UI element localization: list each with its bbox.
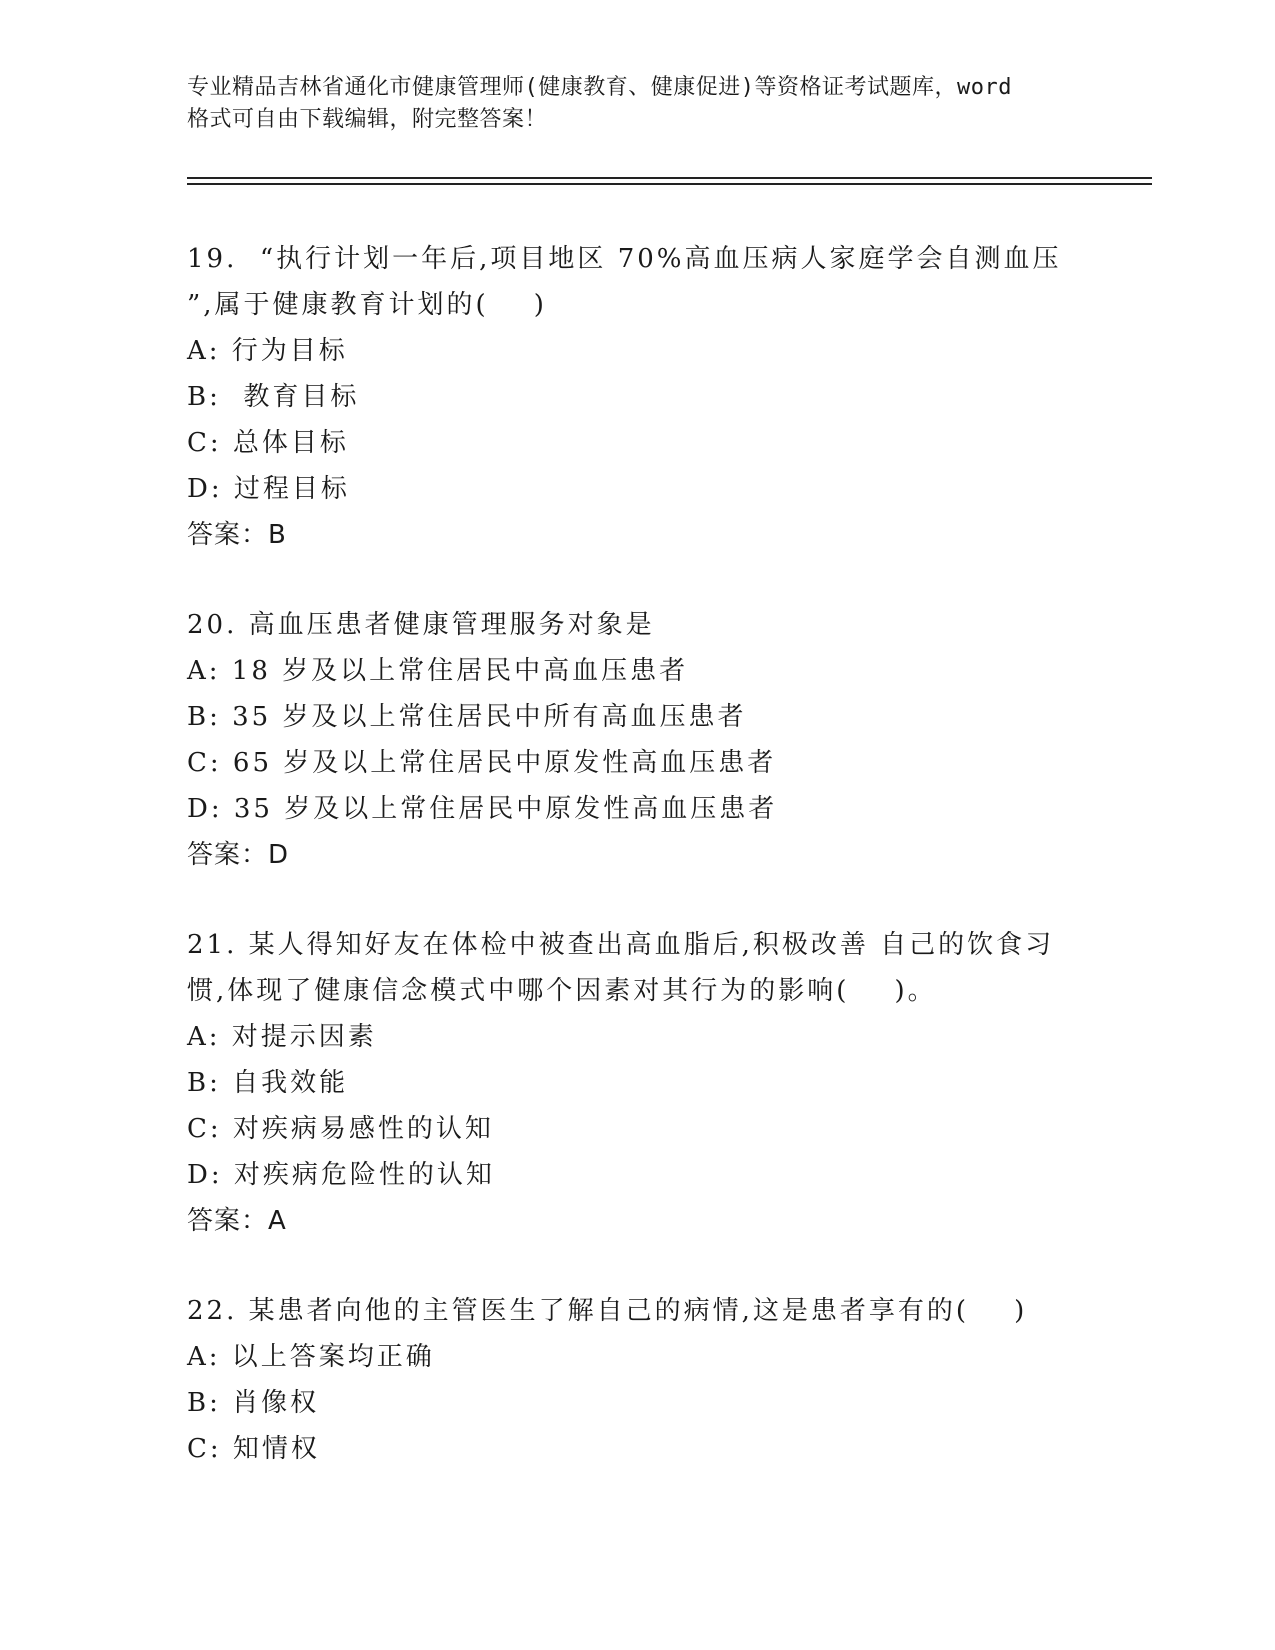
- option-c: C: 65 岁及以上常住居民中原发性高血压患者: [187, 748, 777, 778]
- option-a: A: 以上答案均正确: [187, 1342, 435, 1372]
- question-22: [187, 1288, 1147, 1472]
- option-c: C: 对疾病易感性的认知: [187, 1114, 494, 1144]
- question-19: [187, 236, 1147, 558]
- question-20: [187, 602, 1147, 878]
- document-header: [187, 72, 1087, 136]
- question-stem: ”,属于健康教育计划的( ): [187, 290, 547, 320]
- option-b: B: 35 岁及以上常住居民中所有高血压患者: [187, 702, 747, 732]
- answer: 答案：D: [187, 840, 290, 870]
- question-stem: 22. 某患者向他的主管医生了解自己的病情,这是患者享有的( ): [187, 1296, 1028, 1326]
- option-a: A: 行为目标: [187, 336, 348, 366]
- question-stem: 21. 某人得知好友在体检中被查出高血脂后,积极改善 自己的饮食习: [187, 930, 1055, 960]
- header-divider-top: [187, 177, 1152, 179]
- option-a: A: 对提示因素: [187, 1022, 377, 1052]
- option-b: B: 自我效能: [187, 1068, 349, 1098]
- question-list: [187, 236, 1147, 1516]
- answer: 答案：B: [187, 520, 287, 550]
- header-line-1: 专业精品吉林省通化市健康管理师(健康教育、健康促进)等资格证考试题库，word: [187, 75, 1012, 100]
- header-divider-bottom: [187, 183, 1152, 185]
- option-c: C: 总体目标: [187, 428, 349, 458]
- option-d: D: 35 岁及以上常住居民中原发性高血压患者: [187, 794, 778, 824]
- option-d: D: 对疾病危险性的认知: [187, 1160, 495, 1190]
- question-stem: 惯,体现了健康信念模式中哪个因素对其行为的影响( )。: [187, 976, 937, 1006]
- option-b: B: 肖像权: [187, 1388, 320, 1418]
- question-stem: 19. “执行计划一年后,项目地区 70%高血压病人家庭学会自测血压: [187, 244, 1062, 274]
- option-c: C: 知情权: [187, 1434, 320, 1464]
- header-line-2: 格式可自由下载编辑，附完整答案！: [187, 107, 548, 132]
- option-d: D: 过程目标: [187, 474, 350, 504]
- answer: 答案：A: [187, 1206, 287, 1236]
- question-stem: 20. 高血压患者健康管理服务对象是: [187, 610, 655, 640]
- option-a: A: 18 岁及以上常住居民中高血压患者: [187, 656, 689, 686]
- option-b: B: 教育目标: [187, 382, 360, 412]
- question-21: [187, 922, 1147, 1244]
